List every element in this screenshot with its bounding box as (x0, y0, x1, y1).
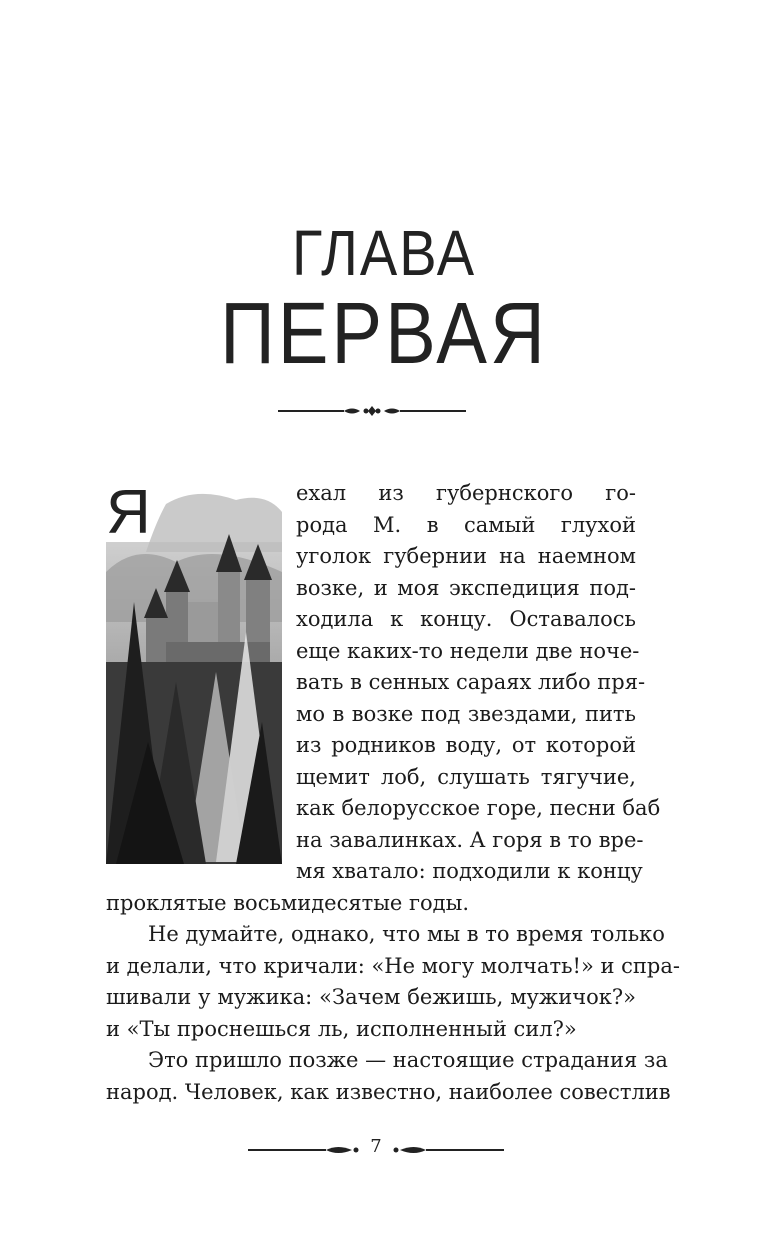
text-line: Не думайте, однако, что мы в то время только (148, 922, 665, 946)
chapter-heading (0, 216, 768, 383)
text-line: ходила к концу. Оставалось (296, 607, 636, 631)
text-line: и делали, что кричали: «Не могу молчать!» и спра- (106, 953, 680, 978)
text-line: народ. Человек, как известно, наиболее совестлив (106, 1079, 671, 1104)
text-line: Это пришло позже — настоящие страдания за (148, 1048, 668, 1072)
text-line: проклятые восьмидесятые годы. (106, 890, 469, 915)
drop-cap: Я (106, 478, 151, 547)
text-line: еще каких-то недели две ноче- (296, 638, 640, 663)
footer-ornament-left-icon (248, 1142, 360, 1158)
text-line: шивали у мужика: «Зачем бежишь, мужичок?» (106, 985, 636, 1009)
text-line: мя хватало: подходили к концу (296, 859, 643, 883)
text-line: и «Ты проснешься ль, исполненный сил?» (106, 1016, 577, 1041)
chapter-number: ПЕРВАЯ (220, 284, 548, 383)
text-line: мо в возке под звездами, пить (296, 701, 636, 726)
ornament-divider-icon (278, 403, 466, 419)
text-line: уголок губернии на наемном (296, 544, 636, 568)
text-line: вать в сенных сараях либо пря- (296, 670, 646, 694)
text-line: возке, и моя экспедиция под- (296, 575, 636, 600)
body-text (106, 478, 680, 1108)
footer-ornament-right-icon (392, 1142, 504, 1158)
text-line: как белорусское горе, песни баб (296, 796, 661, 820)
page-number: 7 (370, 1136, 382, 1157)
text-line: Я ехал из губернского го- (106, 478, 636, 547)
text-line: на завалинках. А горя в то вре- (296, 827, 644, 852)
chapter-label: ГЛАВА (291, 216, 477, 289)
text-line: рода М. в самый глухой (296, 512, 636, 537)
text-line: из родников воду, от которой (296, 733, 636, 757)
text-line: щемит лоб, слушать тягучие, (296, 764, 636, 789)
